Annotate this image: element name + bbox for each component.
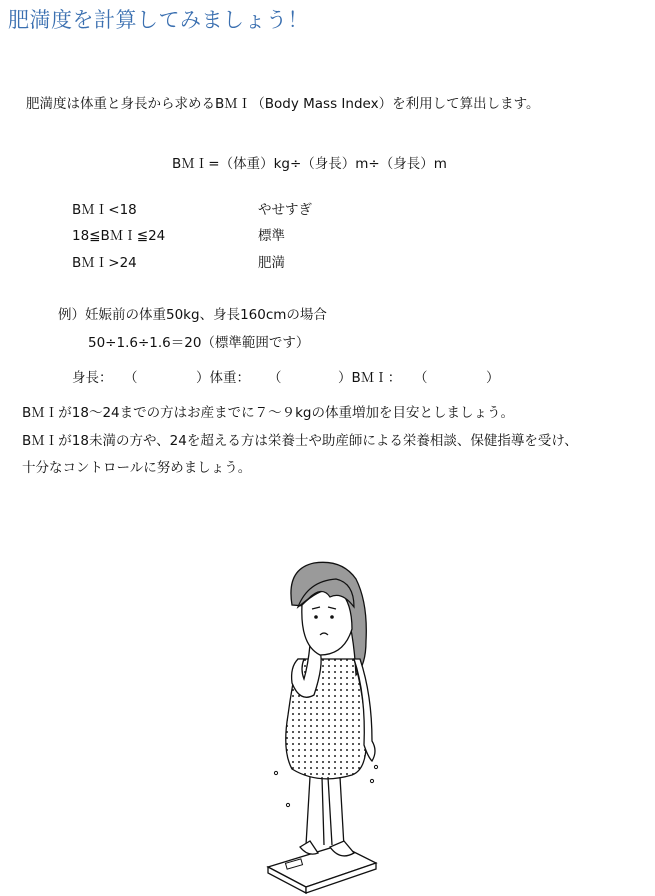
category-value-normal: 標準 [258, 228, 285, 244]
intro-text: 肥満度は体重と身長から求めるBＭＩ（Body Mass Index）を利用して算出します。 [26, 96, 540, 112]
height-input[interactable] [140, 364, 198, 384]
note-line-1: BＭＩが18～24までの方はお産までに７～９kgの体重増加を目安としましょう。 [22, 405, 515, 421]
example-line-1: 例）妊娠前の体重50kg、身長160cmの場合 [58, 307, 327, 323]
weight-input[interactable] [284, 364, 340, 384]
bmi-label: ）BＭＩ： [338, 370, 402, 386]
category-label-obese: BＭＩ>24 [72, 255, 137, 271]
weight-label: ）体重： [196, 370, 250, 386]
bmi-open-paren: （ [414, 370, 428, 386]
example-line-2: 50÷1.6÷1.6＝20（標準範囲です） [88, 335, 310, 351]
weight-open-paren: （ [268, 370, 282, 386]
scale-icon [268, 845, 376, 893]
bmi-formula: BＭＩ=（体重）kg÷（身長）m÷（身長）m [172, 156, 447, 172]
woman-on-scale-illustration [248, 555, 398, 895]
page-title: 肥満度を計算してみましょう！ [8, 8, 309, 32]
height-label: 身長： [72, 370, 113, 386]
category-value-underweight: やせすぎ [258, 202, 312, 218]
category-value-obese: 肥満 [258, 255, 285, 271]
note-line-2: BＭＩが18未満の方や、24を超える方は栄養士や助産師による栄養相談、保健指導を受け、 [22, 433, 578, 449]
bmi-close-paren: ） [486, 370, 500, 386]
bmi-input[interactable] [430, 364, 488, 384]
category-label-normal: 18≦BＭＩ≦24 [72, 228, 166, 244]
category-label-underweight: BＭＩ<18 [72, 202, 137, 218]
note-line-3: 十分なコントロールに努めましょう。 [22, 460, 252, 476]
height-open-paren: （ [124, 370, 138, 386]
